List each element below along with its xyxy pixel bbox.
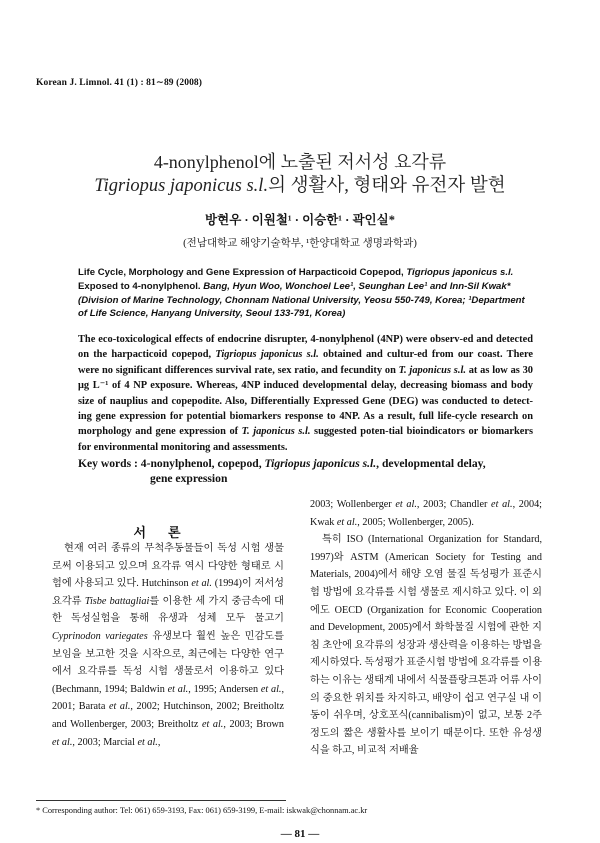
lc-2: et al. (191, 578, 212, 590)
citation-continuation (310, 496, 542, 531)
left-column (52, 540, 284, 751)
lc-18: et al. (137, 736, 158, 748)
rc-3: , 2003; Chandler (416, 499, 492, 510)
keywords-text-2: , developmental delay, (376, 457, 486, 470)
intro-paragraph-2: 특히 ISO (International Organization for Standard, 1997)와 ASTM (American Society for Testing and Materials, 2004)에서 해양 오염 물질 독성평가 표준시험 방법에 요각류를 시험 생물로 제시하고 있다. 이 외에도 OECD (Organization for Economic Cooperation and Development, 2005)에서 화학물질 시험에 관한 지침 초안에 요각류의 성장과 생산력을 이용하는 방법을 제시하였다. 독성평가 표준시험 방법에 요각류를 이용하는 이유는 생태계 내에서 식물플랑크톤과 어류 사이의 중요한 위치를 차지하고, 배양이 쉽고 연구실 내 이동이 쉬우며, 상호포식(cannibalism)이 없고, 보통 2주 정도의 짧은 생활사를 보이기 때문이다. 또한 유성생식을 하고, 비교적 저배율 (310, 534, 542, 757)
abstract-text-3: at as low as 30 μg L⁻¹ of 4 NP exposure. Whereas, 4NP induced developmental delay, decreasing biomass and body size of nauplius and copepodite. Also, Differentially Expressed Gene (DEG) was conducted to detect-ing gene expression for potential biomarkers response to 4NP. As a result, full life-cycle research on morphology and gene expression of (78, 364, 533, 438)
abstract-species-1: Tigriopus japonicus s.l. (215, 349, 319, 361)
keywords (78, 456, 533, 486)
keywords-text-3: gene expression (150, 472, 228, 485)
lc-1: 현재 여러 종류의 무척추동물들이 독성 시험 생물로써 이용되고 있으며 요각류 역시 다양한 형태로 시험에 사용되고 있다. Hutchinson (52, 543, 284, 590)
lc-19: , (157, 736, 161, 748)
lc-17: , 2003; Marcial (72, 736, 138, 748)
title-line-2 (0, 171, 600, 197)
rc-5: , 2004; Kwak (310, 499, 542, 528)
author-list: 방현우 · 이원철¹ · 이승한¹ · 곽인실* (205, 213, 395, 227)
footnote-divider (36, 800, 286, 801)
keywords-label: Key words : (78, 457, 141, 470)
eng-affiliation: (Division of Marine Technology, Chonnam National University, Yeosu 550-749, Korea; ¹Department of Life Science, Hanyang University, Seoul 133-791, Korea) (78, 294, 525, 320)
abstract-text-1: The eco-toxicological effects of endocrine disrupter, 4-nonylphenol (4NP) were observ-ed and detected on the harpacticoid copepod, (78, 334, 533, 361)
footnote: * Corresponding author: Tel: 061) 659-3193, Fax: 061) 659-3199, E-mail: iskwak@chonnam.ac.kr (36, 806, 368, 815)
lc-13: , 2002; Hutchinson, 2002; Breitholtz and Wollenberger, 2003; Breitholtz (52, 701, 284, 730)
page-number: — 81 — (280, 828, 320, 840)
lc-6: Cyprinodon variegates (52, 630, 148, 642)
lc-9: , 1995; Andersen (188, 683, 261, 695)
lc-14: et al. (201, 718, 224, 730)
eng-title-1: Life Cycle, Morphology and Gene Expression of Harpacticoid Copepod, (78, 267, 407, 278)
rc-6: et al. (336, 516, 358, 528)
lc-16: et al. (52, 736, 73, 748)
affiliation: (전남대학교 해양기술학부, ¹한양대학교 생명과학과) (183, 238, 417, 249)
lc-8: et al. (167, 683, 189, 695)
abstract-text-4: suggested poten-tial bioindicators or biomarkers for environmental monitoring and assessments. (78, 426, 533, 453)
rc-7: , 2005; Wollenberger, 2005). (357, 516, 474, 528)
section-title-intro: 서론 (133, 525, 203, 540)
abstract-species-3: T. japonicus s.l. (241, 426, 311, 438)
title-rest: 의 생활사, 형태와 유전자 발현 (268, 176, 506, 196)
eng-authors: Bang, Hyun Woo, Wonchoel Lee¹, Seunghan Lee¹ and Inn-Sil Kwak* (203, 280, 511, 292)
rc-2: et al. (395, 499, 417, 510)
abstract (78, 332, 533, 455)
abstract-text-2: obtained and cultur-ed from our coast. There were no significant differences survival rate, sex ratio, and fecundity on (78, 349, 534, 376)
lc-11: , 2001; Barata (52, 683, 285, 713)
right-column (310, 496, 542, 760)
lc-7: 유생보다 훨씬 높은 민감도를 보임을 보고한 것을 시작으로, 최근에는 다양한 연구에서 요각류를 독성 시험 생물로서 이용하고 있다(Bechmann, 1994; Baldwin (52, 630, 284, 695)
keywords-species: Tigriopus japonicus s.l. (264, 457, 377, 470)
lc-5: 를 이용한 세 가지 중금속에 대한 독성실험을 통해 유생과 성체 모두 물고기 (52, 595, 285, 625)
lc-15: , 2003; Brown (223, 718, 285, 730)
intro-paragraph-1 (52, 540, 284, 751)
english-title-block (78, 266, 533, 321)
rc-4: et al. (491, 499, 513, 510)
eng-title-species: Tigriopus japonicus s.l. (406, 267, 514, 278)
rc-1: 2003; Wollenberger (310, 499, 396, 510)
journal-header: Korean J. Limnol. 41 (1) : 81∼89 (2008) (36, 78, 203, 88)
keywords-text-1: 4-nonylphenol, copepod, (140, 457, 265, 470)
eng-title-2: Exposed to 4-nonylphenol. (78, 280, 204, 292)
title-species: Tigriopus japonicus s.l. (94, 176, 269, 196)
title-line-1: 4-nonylphenol에 노출된 저서성 요각류 (153, 152, 447, 172)
abstract-species-2: T. japonicus s.l. (398, 364, 466, 376)
lc-12: et al. (108, 701, 131, 713)
lc-3: (1994)이 저서성 요각류 (52, 578, 285, 607)
lc-10: et al. (260, 683, 282, 695)
lc-4: Tisbe battagliai (84, 595, 150, 607)
